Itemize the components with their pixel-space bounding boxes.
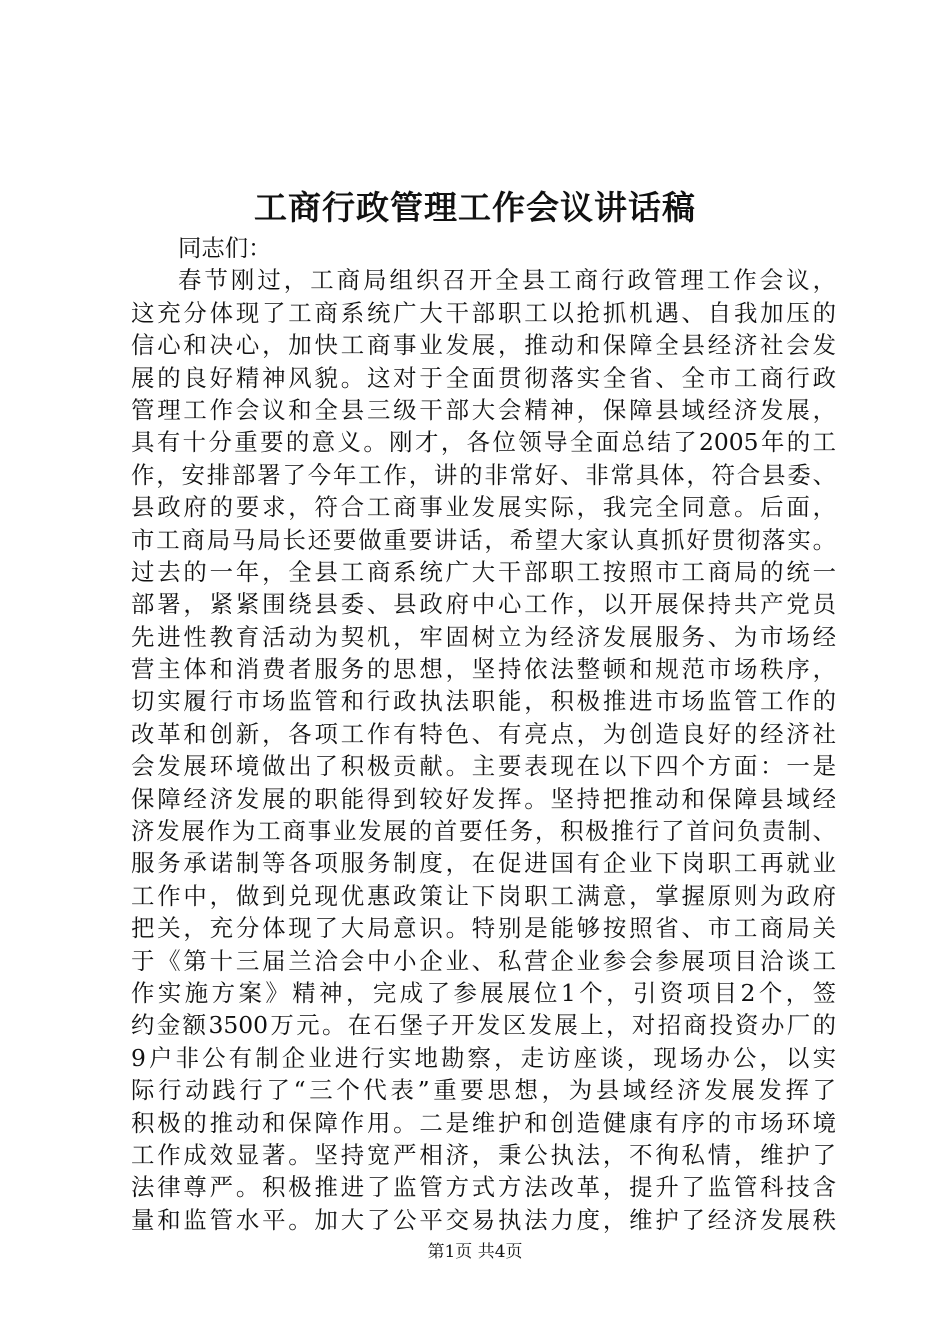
body-line: 市工商局马局长还要做重要讲话，希望大家认真抓好贯彻落实。 [131, 525, 836, 554]
body-line: 约金额3500万元。在石堡子开发区发展上，对招商投资办厂的 [131, 1011, 836, 1040]
body-line: 过去的一年，全县工商系统广大干部职工按照市工商局的统一 [131, 557, 836, 586]
body-line: 量和监管水平。加大了公平交易执法力度，维护了经济发展秩 [131, 1205, 836, 1234]
body-line: 信心和决心，加快工商事业发展，推动和保障全县经济社会发 [131, 331, 836, 360]
speech-body [131, 232, 836, 1236]
body-line: 先进性教育活动为契机，牢固树立为经济发展服务、为市场经 [131, 622, 836, 651]
body-line: 县政府的要求，符合工商事业发展实际，我完全同意。后面， [131, 493, 836, 522]
page-title: 工商行政管理工作会议讲话稿 [254, 188, 696, 227]
body-line: 把关，充分体现了大局意识。特别是能够按照省、市工商局关 [131, 914, 836, 943]
body-line: 切实履行市场监管和行政执法职能，积极推进市场监管工作的 [131, 687, 836, 716]
body-line: 于《第十三届兰洽会中小企业、私营企业参会参展项目洽谈工 [131, 946, 836, 975]
body-line: 展的良好精神风貌。这对于全面贯彻落实全省、全市工商行政 [131, 363, 836, 392]
greeting-line: 同志们： [178, 234, 272, 262]
body-line: 积极的推动和保障作用。二是维护和创造健康有序的市场环境 [131, 1108, 836, 1137]
page-footer: 第1页 共4页 [427, 1242, 523, 1262]
body-line: 部署，紧紧围绕县委、县政府中心工作，以开展保持共产党员 [131, 590, 836, 619]
body-line: 工作成效显著。坚持宽严相济，秉公执法，不徇私情，维护了 [131, 1140, 836, 1169]
body-line: 这充分体现了工商系统广大干部职工以抢抓机遇、自我加压的 [131, 298, 836, 327]
body-line: 济发展作为工商事业发展的首要任务，积极推行了首问负责制、 [131, 817, 836, 846]
body-line: 作实施方案》精神，完成了参展展位1个，引资项目2个，签 [131, 978, 836, 1007]
body-line: 春节刚过，工商局组织召开全县工商行政管理工作会议， [178, 266, 836, 295]
body-line: 改革和创新，各项工作有特色、有亮点，为创造良好的经济社 [131, 719, 836, 748]
body-line: 保障经济发展的职能得到较好发挥。坚持把推动和保障县域经 [131, 784, 836, 813]
body-line: 管理工作会议和全县三级干部大会精神，保障县域经济发展， [131, 395, 836, 424]
body-line: 法律尊严。积极推进了监管方式方法改革，提升了监管科技含 [131, 1173, 836, 1202]
body-line: 服务承诺制等各项服务制度，在促进国有企业下岗职工再就业 [131, 849, 836, 878]
body-line: 工作中，做到兑现优惠政策让下岗职工满意，掌握原则为政府 [131, 881, 836, 910]
body-line: 9户非公有制企业进行实地勘察，走访座谈，现场办公，以实 [131, 1043, 836, 1072]
body-line: 营主体和消费者服务的思想，坚持依法整顿和规范市场秩序， [131, 655, 836, 684]
body-line: 作，安排部署了今年工作，讲的非常好、非常具体，符合县委、 [131, 460, 836, 489]
body-line: 会发展环境做出了积极贡献。主要表现在以下四个方面：一是 [131, 752, 836, 781]
body-line: 具有十分重要的意义。刚才，各位领导全面总结了2005年的工 [131, 428, 836, 457]
body-line: 际行动践行了“三个代表”重要思想，为县域经济发展发挥了 [131, 1076, 836, 1105]
